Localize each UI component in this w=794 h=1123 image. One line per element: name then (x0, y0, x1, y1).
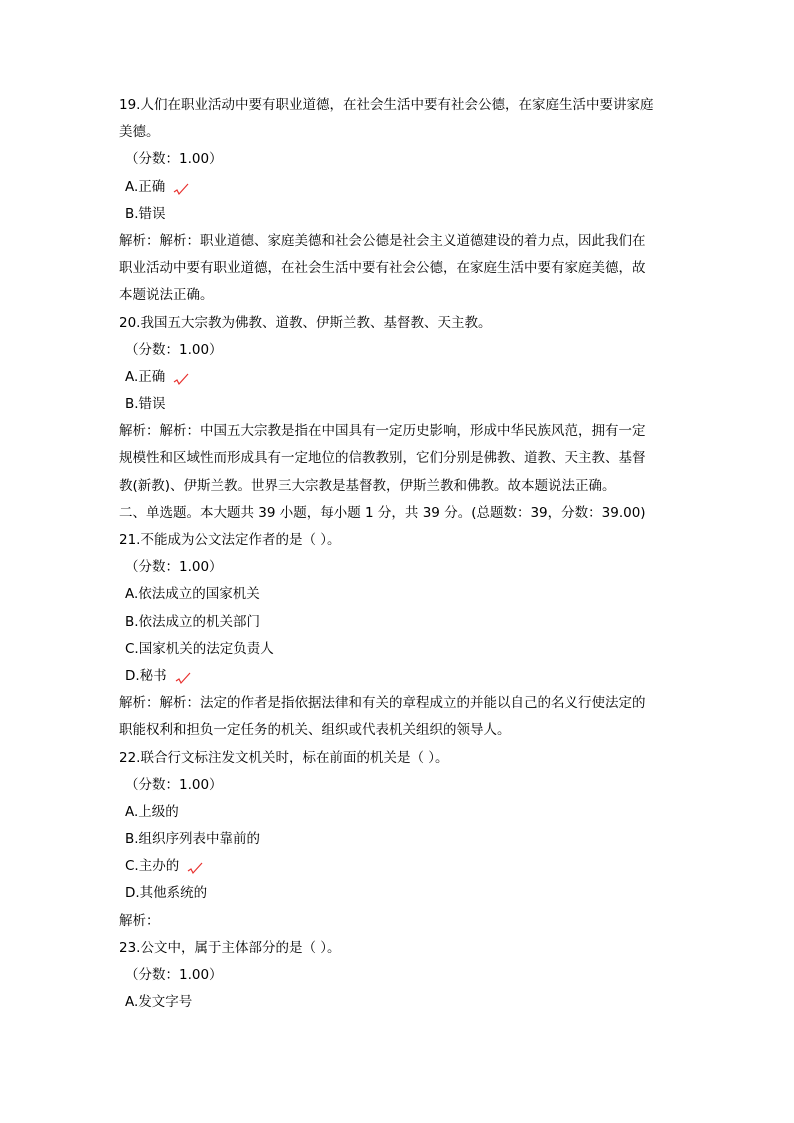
question-score: （分数：1.00） (125, 341, 223, 358)
document-body (119, 92, 689, 1016)
question-text: 美德。 (119, 124, 160, 141)
section-heading-text: 二、单选题。本大题共 39 小题，每小题 1 分，共 39 分。(总题数：39，分数：39.00) (119, 504, 646, 521)
question-score: （分数：1.00） (125, 151, 223, 168)
analysis-text: 职业活动中要有职业道德，在社会生活中要有社会公德，在家庭生活中要有家庭美德，故 (119, 260, 646, 277)
answer-option (119, 174, 689, 201)
option-label: A.发文字号 (125, 994, 193, 1011)
option-label: A.正确 (125, 178, 166, 195)
option-label: A.上级的 (125, 803, 179, 820)
analysis-text: 解析： (119, 912, 160, 929)
analysis-text: 解析：解析：法定的作者是指依据法律和有关的章程成立的并能以自己的名义行使法定的 (119, 695, 646, 712)
question-text: 19.人们在职业活动中要有职业道德，在社会生活中要有社会公德，在家庭生活中要讲家庭 (119, 97, 654, 113)
analysis-text: 教(新教)、伊斯兰教。世界三大宗教是基督教，伊斯兰教和佛教。故本题说法正确。 (119, 477, 616, 494)
answer-option (119, 609, 689, 636)
analysis-text: 规模性和区域性而形成具有一定地位的信教教别，它们分别是佛教、道教、天主教、基督 (119, 450, 646, 467)
option-label: B.错误 (125, 205, 166, 222)
answer-option (119, 826, 689, 853)
analysis-text: 职能权利和担负一定任务的机关、组织或代表机关组织的领导人。 (119, 722, 511, 739)
option-label: C.主办的 (125, 858, 180, 875)
answer-option (119, 636, 689, 663)
option-label: B.错误 (125, 396, 166, 413)
analysis-text: 本题说法正确。 (119, 287, 214, 304)
question-block (119, 935, 689, 1017)
option-label: C.国家机关的法定负责人 (125, 640, 274, 657)
answer-option (119, 989, 689, 1016)
question-block (119, 92, 689, 310)
question-text: 21.不能成为公文法定作者的是（ ）。 (119, 532, 341, 548)
question-block (119, 310, 689, 500)
answer-option (119, 364, 689, 391)
correct-check-icon (187, 859, 203, 873)
answer-option (119, 201, 689, 228)
question-block (119, 745, 689, 935)
answer-option (119, 853, 689, 880)
analysis-text: 解析：解析：中国五大宗教是指在中国具有一定历史影响，形成中华民族风范，拥有一定 (119, 423, 646, 440)
correct-check-icon (175, 669, 191, 683)
correct-check-icon (173, 370, 189, 384)
question-score: （分数：1.00） (125, 967, 223, 983)
answer-option (119, 391, 689, 418)
option-label: A.正确 (125, 368, 166, 385)
answer-option (119, 581, 689, 608)
question-block (119, 527, 689, 745)
option-label: D.其他系统的 (125, 885, 208, 902)
question-score: （分数：1.00） (125, 559, 223, 576)
option-label: B.依法成立的机关部门 (125, 613, 261, 630)
answer-option (119, 799, 689, 826)
question-text: 22.联合行文标注发文机关时，标在前面的机关是（ ）。 (119, 749, 449, 766)
option-label: D.秘书 (125, 667, 167, 684)
correct-check-icon (173, 180, 189, 194)
question-score: （分数：1.00） (125, 776, 223, 793)
question-text: 20.我国五大宗教为佛教、道教、伊斯兰教、基督教、天主教。 (119, 314, 492, 331)
option-label: B.组织序列表中靠前的 (125, 831, 261, 848)
question-text: 23.公文中，属于主体部分的是（ ）。 (119, 939, 341, 956)
section-heading (119, 500, 689, 527)
analysis-text: 解析：解析：职业道德、家庭美德和社会公德是社会主义道德建设的着力点，因此我们在 (119, 232, 646, 249)
option-label: A.依法成立的国家机关 (125, 586, 260, 603)
answer-option (119, 663, 689, 690)
answer-option (119, 880, 689, 907)
